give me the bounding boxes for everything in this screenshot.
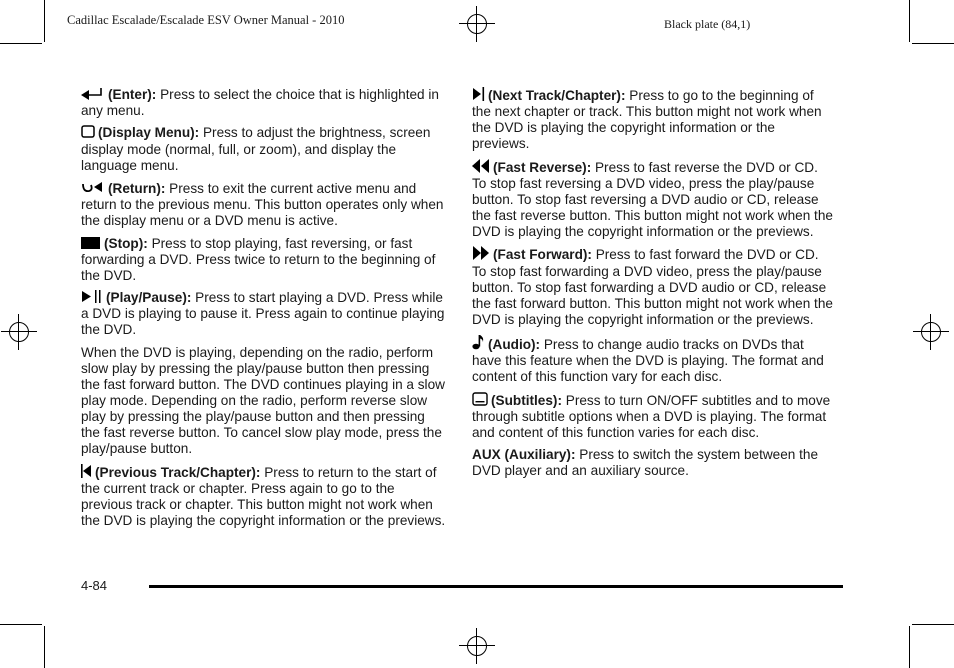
subtitles-icon bbox=[472, 392, 488, 406]
manual-title: Cadillac Escalade/Escalade ESV Owner Manual - 2010 bbox=[67, 13, 345, 27]
crop-mark bbox=[0, 624, 42, 625]
entry-text: Press to stop playing, fast reversing, or fast forwarding a DVD. Press twice to return to the beginning of the DVD. bbox=[81, 235, 436, 283]
entry-text: Press to change audio tracks on DVDs that have this feature when the DVD is playing. The format and content of this function vary for each disc. bbox=[472, 337, 824, 385]
fast-forward-entry bbox=[472, 246, 834, 327]
entry-text: Press to switch the system between the DVD player and an auxiliary source. bbox=[472, 447, 819, 479]
entry-text: Press to select the choice that is highlighted in any menu. bbox=[81, 87, 439, 119]
entry-text: Press to return to the start of the current track or chapter. Press again to go to the previous track or chapter. This button might not work when the DVD is playing the copyright information or the previews. bbox=[81, 464, 446, 529]
slow-play-paragraph: When the DVD is playing, depending on the radio, perform slow play by pressing the play/pause button then pressing the fast forward button. The DVD continues playing in a slow play mode. Depending on the radio, perform reverse slow play by pressing the play/pause button and then pressing the fast reverse button. To cancel slow play mode, press the play/pause button. bbox=[81, 344, 445, 457]
enter-entry bbox=[81, 87, 447, 119]
entry-label: AUX (Auxiliary): bbox=[472, 447, 576, 463]
entry-label: (Previous Track/Chapter): bbox=[95, 464, 261, 480]
registration-mark bbox=[913, 314, 949, 350]
plate-label: Black plate (84,1) bbox=[664, 17, 751, 31]
crop-mark bbox=[909, 626, 910, 668]
registration-mark bbox=[1, 314, 37, 350]
fast-reverse-entry bbox=[472, 159, 834, 240]
entry-label: (Audio): bbox=[488, 337, 541, 353]
crop-mark bbox=[909, 0, 910, 42]
display-menu-icon bbox=[81, 125, 95, 138]
entry-label: (Fast Forward): bbox=[493, 247, 592, 263]
crop-mark bbox=[912, 624, 954, 625]
crop-mark bbox=[912, 43, 954, 44]
aux-entry bbox=[472, 447, 834, 479]
play-pause-icon bbox=[81, 290, 103, 303]
display-menu-entry bbox=[81, 125, 447, 173]
subtitles-entry bbox=[472, 392, 834, 441]
entry-text: Press to go to the beginning of the next chapter or track. This button might not work when the DVD is playing the copyright information or the previews. bbox=[472, 88, 822, 152]
entry-text: Press to fast forward the DVD or CD. To stop fast forwarding a DVD video, press the play/pause button. To stop fast forwarding a DVD audio or CD, release the fast forward button. This button might not work when the DVD is playing the copyright information or the previews. bbox=[472, 247, 833, 327]
audio-icon bbox=[472, 334, 485, 350]
registration-mark bbox=[459, 628, 495, 664]
entry-label: (Display Menu): bbox=[98, 125, 200, 141]
crop-mark bbox=[0, 43, 42, 44]
registration-mark bbox=[459, 6, 495, 42]
left-column bbox=[81, 87, 447, 535]
entry-label: (Stop): bbox=[104, 235, 148, 251]
stop-icon bbox=[81, 237, 101, 249]
entry-text: Press to start playing a DVD. Press while a DVD is playing to pause it. Press again to continue playing the DVD. bbox=[81, 290, 445, 338]
entry-text: Press to turn ON/OFF subtitles and to move through subtitle options when a DVD is playing. The format and content of this function varies for each disc. bbox=[472, 392, 831, 440]
entry-label: (Return): bbox=[108, 181, 166, 197]
entry-label: (Subtitles): bbox=[491, 392, 562, 408]
page-number: 4-84 bbox=[81, 578, 108, 593]
footer-rule bbox=[149, 585, 843, 588]
crop-mark bbox=[44, 0, 45, 42]
right-column bbox=[472, 87, 834, 486]
fast-reverse-icon bbox=[472, 159, 490, 173]
crop-mark bbox=[44, 626, 45, 668]
previous-track-icon bbox=[81, 464, 92, 478]
stop-entry bbox=[81, 236, 447, 284]
fast-forward-icon bbox=[472, 246, 490, 260]
entry-text: Press to exit the current active menu and return to the previous menu. This button operates only when the display menu or a DVD menu is active. bbox=[81, 181, 444, 229]
entry-label: (Play/Pause): bbox=[106, 290, 192, 306]
return-entry bbox=[81, 180, 447, 229]
previous-track-entry bbox=[81, 464, 447, 529]
return-icon bbox=[81, 180, 105, 194]
entry-text: Press to fast reverse the DVD or CD. To stop fast reversing a DVD video, press the play/pause button. To stop fast reversing a DVD audio or CD, release the fast reverse button. This button might not work when the DVD is playing the copyright information or the previews. bbox=[472, 159, 833, 240]
entry-label: (Enter): bbox=[108, 87, 157, 102]
play-pause-entry bbox=[81, 290, 447, 338]
entry-label: (Fast Reverse): bbox=[493, 159, 592, 175]
audio-entry bbox=[472, 334, 834, 385]
next-track-entry bbox=[472, 87, 834, 152]
entry-text: Press to adjust the brightness, screen display mode (normal, full, or zoom), and display the language menu. bbox=[81, 125, 431, 173]
entry-label: (Next Track/Chapter): bbox=[488, 88, 626, 103]
enter-icon bbox=[81, 88, 105, 100]
next-track-icon bbox=[472, 87, 485, 101]
